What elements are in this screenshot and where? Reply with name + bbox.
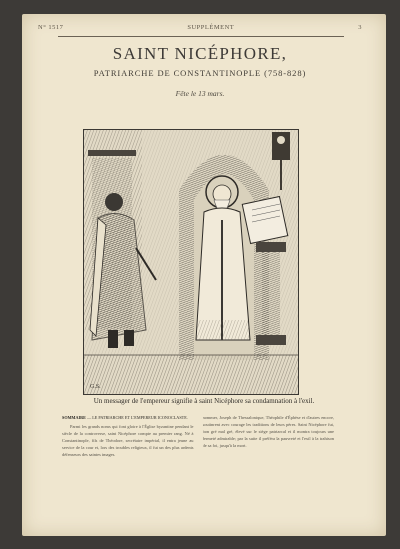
- page-title: SAINT NICÉPHORE,: [112, 44, 288, 63]
- body-text: [62, 414, 334, 524]
- running-title: SUPPLÉMENT: [187, 23, 235, 31]
- engraving-drawing: [84, 130, 298, 394]
- engraving-signature: G.S.: [90, 384, 101, 390]
- page-subtitle: PATRIARCHE DE CONSTANTINOPLE (758-828): [93, 68, 307, 78]
- summary-label: SOMMAIRE: [62, 415, 86, 420]
- engraving-illustration: [83, 129, 299, 395]
- page-number: 3: [358, 23, 362, 31]
- summary-text: — LE PATRIARCHE ET L'EMPEREUR ICONOCLASTE.: [87, 415, 188, 420]
- text-column-right: [203, 414, 335, 524]
- issue-number: N° 1517: [38, 23, 64, 31]
- feast-day: Fête le 13 mars.: [175, 89, 225, 98]
- illustration-caption: Un messager de l'empereur signifie à saint Nicéphore sa condamnation à l'exil.: [93, 397, 315, 405]
- summary-line: [62, 414, 194, 421]
- paragraph-right: nommer, Joseph de Thessalonique, Théophile d'Éphèse et d'autres encore, soutinrent avec courage les traditions de leurs pères. Saint Nicéphore fut, bon gré mal gré, élevé sur le siège patriarcal et il montra toujours une fermeté admirable; par la suite il préféra la pauvreté et l'exil à la trahison de sa foi, jusqu'à la mort.: [202, 415, 334, 449]
- text-column-left: [62, 414, 194, 524]
- paragraph-left: Parmi les grands noms qui font gloire à l'Église byzantine pendant le siècle de la controverse, saint Nicéphore compte au premier rang. Né à Constantinople, fils de Théodore, secrétaire impérial, il entra jeune au service de la cour et, lors des troubles religieux, il fut un des plus ardents défenseurs des saintes images.: [62, 424, 194, 458]
- page-header: [38, 22, 362, 32]
- header-rule: [58, 36, 344, 37]
